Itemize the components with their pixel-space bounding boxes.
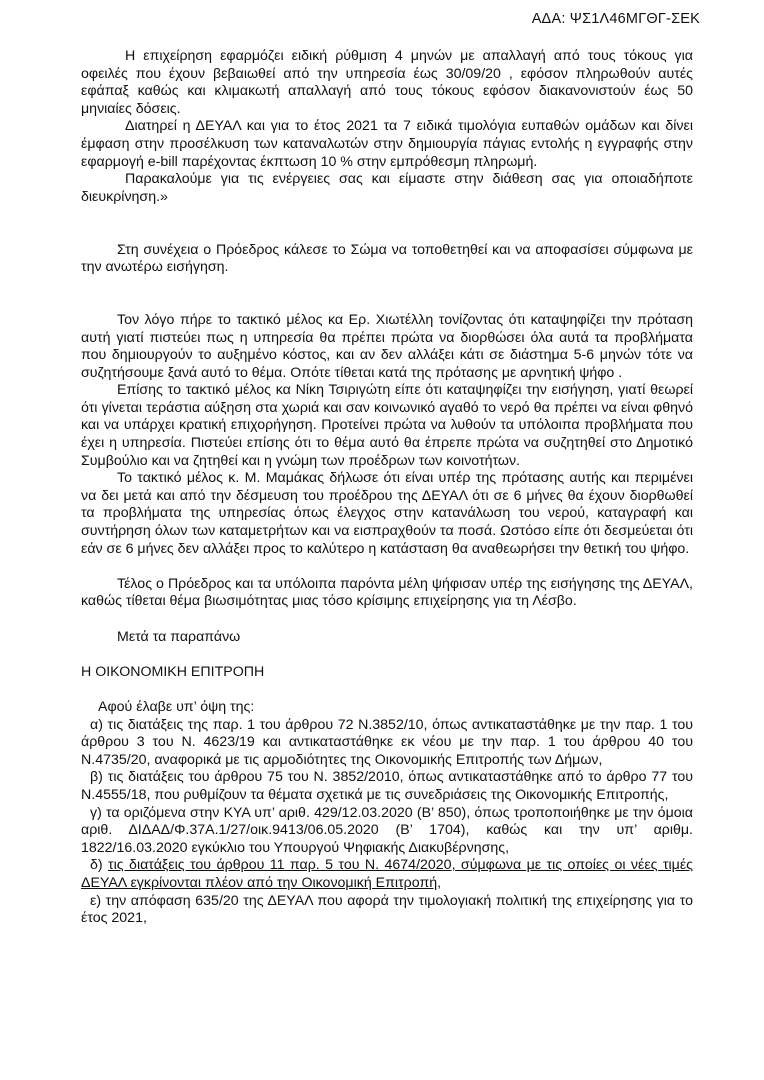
paragraph-member-tsirigoti: Επίσης το τακτικό μέλος κα Νίκη Τσιριγώτη είπε ότι καταψηφίζει την εισήγηση, γιατί θεωρεί ότι γίνεται τεράστια αύξηση στα χωριά και σαν κοινωνικό αγαθό το νερό θα πρέπει να είναι φθηνό και να υπάρχει κρατική επιχορήγηση. Προτείνει πρώτα να λυθούν τα υπόλοιπα προβλήματα που έχει η υπηρεσία. Πιστεύει επίσης ότι το θέμα αυτό θα έπρεπε πρώτα να συζητηθεί στο Δημοτικό Συμβούλιο και να ζητηθεί και η γνώμη των προέδρων των κοινοτήτων.: [81, 382, 693, 469]
list-item-g: γ) τα οριζόμενα στην ΚΥΑ υπ’ αριθ. 429/12.03.2020 (Β’ 850), όπως τροποποιήθηκε με την όμοια αριθ. ΔΙΔΑΔ/Φ.37Α.1/27/οικ.9413/06.05.2020 (Β’ 1704), καθώς και την υπ’ αριθμ. 1822/16.03.2020 εγκύκλιο του Υπουργού Ψηφιακής Διακυβέρνησης,: [81, 804, 693, 856]
list-item-d: [81, 857, 693, 892]
spacer: [81, 611, 693, 629]
paragraph-final-vote: Τέλος ο Πρόεδρος και τα υπόλοιπα παρόντα μέλη ψήφισαν υπέρ της εισήγησης της ΔΕΥΑΛ, καθώς τίθεται θέμα βιωσιμότητας μιας τόσο κρίσιμης επιχείρησης για τη Λέσβο.: [81, 575, 693, 610]
paragraph-settlement-terms: Η επιχείρηση εφαρμόζει ειδική ρύθμιση 4 μηνών με απαλλαγή από τους τόκους για οφειλές που έχουν βεβαιωθεί από την υπηρεσία έως 30/09/20 , εφόσον πληρωθούν αυτές εφάπαξ καθώς και κλιμακωτή απαλλαγή από τους τόκους εφόσον διακανονιστούν έως 50 μηνιαίες δόσεις.: [81, 48, 693, 117]
ada-code: ΑΔΑ: ΨΣ1Λ46ΜΓΘΓ-ΣΕΚ: [531, 11, 700, 27]
paragraph-president-call: Στη συνέχεια ο Πρόεδρος κάλεσε το Σώμα να τοποθετηθεί και να αποφασίσει σύμφωνα με την ανωτέρω εισήγηση.: [81, 241, 693, 276]
paragraph-following: Μετά τα παραπάνω: [117, 628, 241, 645]
list-item-d-suffix: ,: [437, 874, 442, 891]
list-item-b: β) τις διατάξεις του άρθρου 75 του Ν. 3852/2010, όπως αντικαταστάθηκε από το άρθρο 77 του Ν.4555/18, που ρυθμίζουν τα θέματα σχετικά με τις συνεδριάσεις της Οικονομικής Επιτροπής,: [81, 769, 693, 803]
paragraph-closing-request: Παρακαλούμε για τις ενέργειες σας και είμαστε στην διάθεση σας για οποιαδήποτε διευκρίνηση.»: [81, 171, 693, 205]
paragraph-member-mamakas: Το τακτικό μέλος κ. Μ. Μαμάκας δήλωσε ότι είναι υπέρ της πρότασης αυτής και περιμένει να δει μετά και από την δέσμευση του προέδρου της ΔΕΥΑΛ ότι σε 6 μήνες θα έχουν διορθωθεί τα προβλήματα της υπηρεσίας όπως έλεγχος στην κατανάλωση του νερού, καταγραφή και συντήρηση όλων των καταμετρήτων και να εισπραχθούν τα ποσά. Ωστόσο είπε ότι δεσμεύεται ότι εάν σε 6 μήνες δεν αλλάξει προς το καλύτερο η κατάσταση θα αναθεωρήσει την θετική του ψήφο.: [81, 470, 693, 557]
spacer: [81, 294, 693, 312]
list-item-a: α) τις διατάξεις της παρ. 1 του άρθρου 72 Ν.3852/10, όπως αντικαταστάθηκε με την παρ. 1 του άρθρου 3 του Ν. 4623/19 και αντικαταστάθηκε εκ νέου με την παρ. 1 του άρθρου 40 του Ν.4735/20, αναφορικά με τις αρμοδιότητες της Οικονομικής Επιτροπής των Δήμων,: [81, 716, 693, 768]
spacer: [81, 277, 693, 295]
paragraph-special-tariffs: Διατηρεί η ΔΕΥΑΛ και για το έτος 2021 τα 7 ειδικά τιμολόγια ευπαθών ομάδων και δίνει έμφαση στην προσέλκυση των καταναλωτών στην δημιουργία πάγιας εντολής η εγγραφής στην εφαρμογή e-bill παρέχοντας έκπτωση 10 % στην εμπρόθεσμη πληρωμή.: [81, 118, 693, 170]
section-heading: Η ΟΙΚΟΝΟΜΙΚΗ ΕΠΙΤΡΟΠΗ: [81, 663, 265, 680]
spacer: [81, 558, 693, 576]
spacer: [81, 206, 693, 224]
document-body: [81, 48, 693, 928]
list-item-e: ε) την απόφαση 635/20 της ΔΕΥΑΛ που αφορά την τιμολογιακή πολιτική της επιχείρησης για το έτος 2021,: [81, 892, 693, 927]
list-item-d-underlined: τις διατάξεις του άρθρου 11 παρ. 5 του Ν. 4674/2020, σύμφωνα με τις οποίες οι νέες τιμές ΔΕΥΑΛ εγκρίνονται πλέον από την Οικονομική Επιτροπή: [81, 857, 693, 891]
spacer: [81, 646, 693, 664]
paragraph-member-chiotelli: Τον λόγο πήρε το τακτικό μέλος κα Ερ. Χιωτέλλη τονίζοντας ότι καταψηφίζει την πρόταση αυτή γιατί πιστεύει πως η υπηρεσία θα πρέπει πρώτα να διορθώσει όλα αυτά τα προβλήματα που δημιουργούν το αυξημένο κόστος, και αν δεν αλλάξει κάτι σε διάστημα 5-6 μηνών τότε να συζητήσουμε ξανά αυτό το θέμα. Οπότε τίθεται κατά της πρότασης με αρνητική ψήφο .: [81, 311, 693, 381]
paragraph-considering: Αφού έλαβε υπ’ όψη της:: [98, 698, 255, 715]
spacer: [81, 224, 693, 242]
spacer: [81, 681, 693, 699]
list-item-d-prefix: δ): [90, 857, 109, 874]
